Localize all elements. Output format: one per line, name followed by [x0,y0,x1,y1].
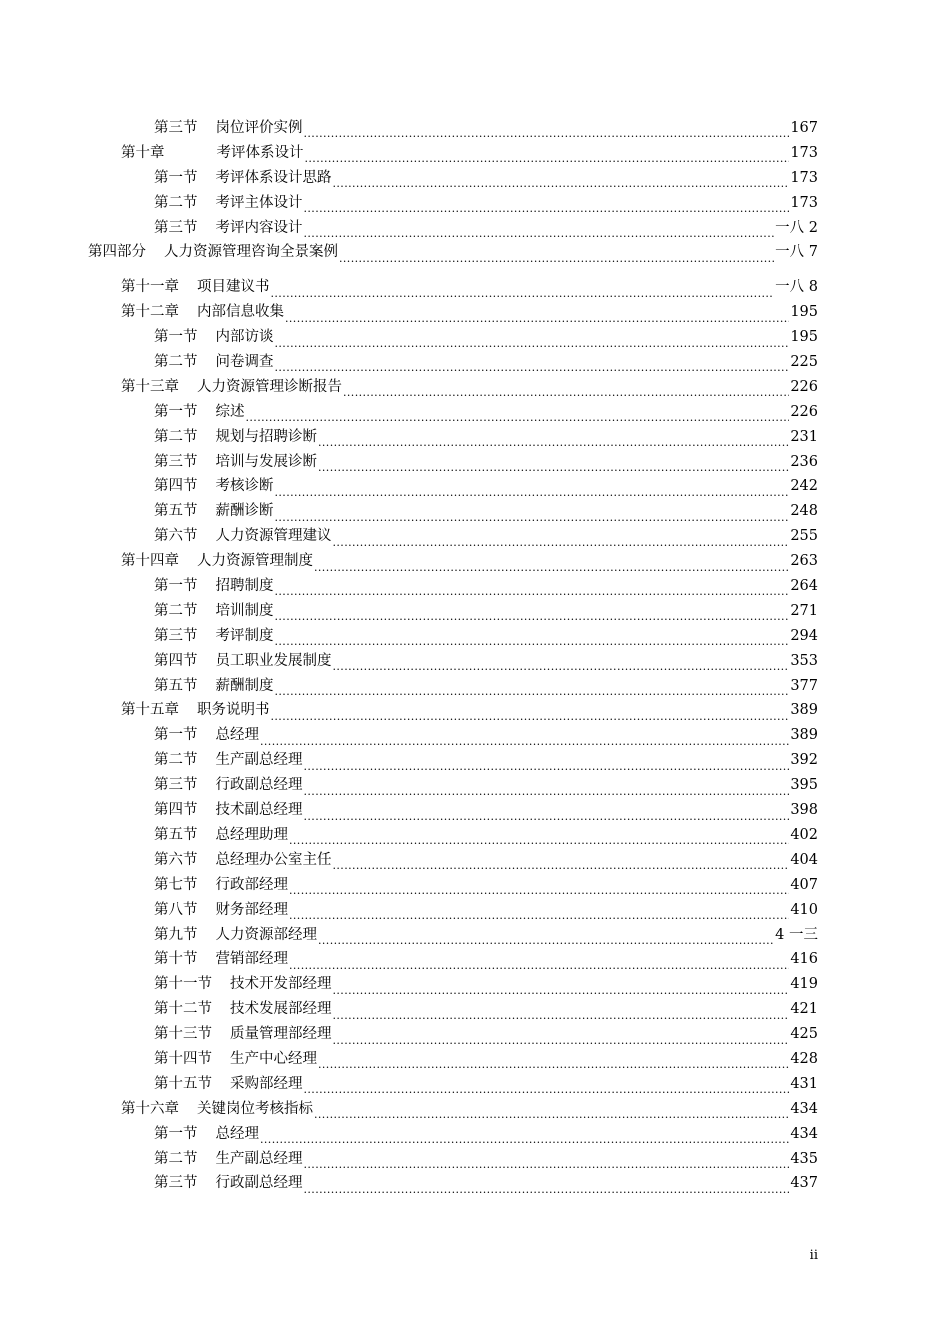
toc-entry-number: 第七节 [154,876,198,893]
toc-entry-title: 内部访谈 [215,329,274,346]
toc-row [0,1022,950,1047]
toc-entry[interactable] [154,1122,818,1147]
toc-entry-number: 第三节 [154,120,198,136]
toc-entry-number: 第一节 [154,169,198,186]
toc-entry[interactable] [154,649,818,674]
toc-entry[interactable] [154,474,818,499]
toc-entry[interactable] [121,698,818,723]
toc-entry-number: 第六节 [154,528,198,545]
toc-entry-title: 行政副总经理 [215,777,303,794]
toc-entry-page: 398 [790,802,818,819]
toc-entry-page: 389 [790,702,818,719]
toc-entry-number: 第二节 [154,752,198,769]
toc-entry-title: 人力资源管理诊断报告 [197,378,342,395]
toc-row [0,1147,950,1172]
toc-entry[interactable] [154,191,818,216]
toc-entry-page: 226 [790,378,818,395]
toc-row [0,549,950,574]
toc-entry-number: 第十五节 [154,1075,212,1092]
toc-entry-title: 行政部经理 [215,876,288,893]
toc-entry[interactable] [154,216,818,241]
toc-entry[interactable] [154,624,818,649]
toc-entry-page: 402 [790,826,818,843]
toc-entry-title: 职务说明书 [197,702,270,719]
toc-entry-page: 167 [790,120,818,136]
toc-entry-number: 第十五章 [121,702,179,719]
toc-row [0,599,950,624]
toc-row [0,748,950,773]
toc-entry[interactable] [154,1047,818,1072]
toc-leader-dots [260,730,789,748]
toc-entry[interactable] [154,325,818,350]
toc-entry-number: 第十四章 [121,553,179,570]
toc-leader-dots [333,1004,790,1022]
toc-entry-title: 技术副总经理 [215,802,303,819]
toc-entry-page: 395 [790,777,818,794]
toc-entry-title: 培训制度 [215,602,274,619]
toc-entry-page: 226 [790,403,818,420]
toc-row [0,216,950,241]
toc-entry-number: 第五节 [154,503,198,520]
toc-entry-page: 242 [790,478,818,495]
toc-row [0,649,950,674]
toc-row [0,350,950,375]
toc-row [0,624,950,649]
toc-entry[interactable] [154,823,818,848]
toc-entry-title: 招聘制度 [215,578,274,595]
toc-entry-title: 生产副总经理 [215,1150,303,1167]
toc-entry-title: 人力资源部经理 [215,926,317,943]
toc-entry-page: 173 [790,169,818,186]
toc-entry-title: 财务部经理 [215,901,288,918]
toc-leader-dots [275,481,790,499]
toc-leader-dots [339,247,774,265]
toc-entry[interactable] [121,300,818,325]
toc-leader-dots [289,954,789,972]
toc-entry-title: 薪酬制度 [215,677,274,694]
toc-entry-number: 第一节 [154,329,198,346]
toc-entry-number: 第三节 [154,453,198,470]
toc-entry-title: 考评主体设计 [215,194,303,211]
toc-leader-dots [304,122,790,140]
toc-row [0,574,950,599]
toc-entry-page: 353 [790,652,818,669]
toc-entry[interactable] [154,1147,818,1172]
toc-row [0,848,950,873]
toc-row [0,1097,950,1122]
toc-row [0,166,950,191]
toc-entry[interactable] [154,574,818,599]
toc-entry-page: 173 [790,144,818,161]
toc-entry-number: 第二节 [154,602,198,619]
toc-entry-title: 考评制度 [215,627,274,644]
toc-leader-dots [343,381,789,399]
toc-leader-dots [318,456,789,474]
toc-entry-page: 428 [790,1050,818,1067]
toc-entry-number: 第一节 [154,578,198,595]
toc-leader-dots [289,904,789,922]
toc-entry-page: 435 [790,1150,818,1167]
toc-entry[interactable] [154,350,818,375]
toc-entry[interactable] [154,400,818,425]
toc-row [0,524,950,549]
toc-entry[interactable] [154,898,818,923]
toc-entry[interactable] [154,166,818,191]
toc-entry[interactable] [154,499,818,524]
toc-entry-page: 425 [790,1026,818,1043]
toc-entry-page: 294 [790,627,818,644]
toc-leader-dots [289,829,789,847]
toc-entry[interactable] [121,141,818,166]
toc-row [0,972,950,997]
toc-entry-title: 项目建议书 [197,279,270,296]
toc-entry-number: 第十六章 [121,1100,179,1117]
toc-entry-title: 综述 [215,403,245,420]
toc-entry-title: 技术发展部经理 [230,1001,332,1018]
toc-leader-dots [275,630,790,648]
toc-entry[interactable] [154,450,818,475]
toc-entry-title: 考评内容设计 [215,219,303,236]
toc-leader-dots [304,1178,790,1196]
toc-entry-page: 255 [790,528,818,545]
toc-entry-page: 389 [790,727,818,744]
toc-entry-title: 生产中心经理 [230,1050,317,1067]
toc-entry[interactable] [154,873,818,898]
toc-entry-page: 4 一三 [775,926,818,943]
toc-entry[interactable] [154,425,818,450]
toc-entry[interactable] [154,798,818,823]
toc-row [0,240,950,265]
toc-entry-title: 岗位评价实例 [215,120,303,136]
toc-row [0,1122,950,1147]
toc-entry-title: 生产副总经理 [215,752,303,769]
toc-entry[interactable] [154,1072,818,1097]
toc-entry-page: 一八 8 [775,279,818,296]
toc-row [0,898,950,923]
toc-leader-dots [304,755,790,773]
toc-entry-title: 员工职业发展制度 [215,652,332,669]
toc-entry[interactable] [121,375,818,400]
toc-leader-dots [285,307,789,325]
toc-leader-dots [271,705,790,723]
toc-entry[interactable] [154,923,818,948]
toc-entry-page: 225 [790,354,818,371]
toc-leader-dots [275,506,790,524]
toc-leader-dots [304,1153,790,1171]
toc-entry-page: 431 [790,1075,818,1092]
toc-entry-title: 考核诊断 [215,478,274,495]
toc-leader-dots [333,1029,790,1047]
toc-entry-page: 416 [790,951,818,968]
toc-leader-dots [333,854,790,872]
toc-row [0,375,950,400]
toc-entry-title: 人力资源管理制度 [197,553,313,570]
toc-entry-page: 173 [790,194,818,211]
toc-entry[interactable] [154,1022,818,1047]
toc-entry-page: 236 [790,453,818,470]
toc-entry[interactable] [154,1171,818,1196]
toc-entry-number: 第四节 [154,652,198,669]
toc-entry-number: 第九节 [154,926,198,943]
toc-entry-page: 263 [790,553,818,570]
toc-entry[interactable] [154,773,818,798]
toc-entry[interactable] [154,599,818,624]
toc-entry-number: 第十章 [121,144,165,161]
toc-entry-page: 434 [790,1125,818,1142]
toc-entry-title: 行政副总经理 [215,1175,303,1192]
toc-row [0,141,950,166]
toc-leader-dots [318,929,774,947]
toc-leader-dots [314,1103,789,1121]
toc-leader-dots [333,655,790,673]
toc-entry-page: 419 [790,976,818,993]
toc-entry-page: 421 [790,1001,818,1018]
toc-row [0,1047,950,1072]
toc-leader-dots [314,556,789,574]
toc-leader-dots [304,1078,790,1096]
toc-leader-dots [260,1128,789,1146]
toc-entry-page: 434 [790,1100,818,1117]
toc-leader-dots [304,780,790,798]
toc-entry-number: 第十二节 [154,1001,212,1018]
toc-entry-title: 内部信息收集 [197,304,284,321]
toc-entry-page: 195 [790,329,818,346]
toc-entry-number: 第三节 [154,219,198,236]
toc-entry-number: 第四节 [154,802,198,819]
toc-entry[interactable] [121,275,818,300]
toc-row [0,474,950,499]
toc-entry-number: 第四节 [154,478,198,495]
toc-leader-dots [304,197,790,215]
toc-entry-title: 薪酬诊断 [215,503,274,520]
toc-row [0,300,950,325]
toc-row [0,923,950,948]
toc-entry-number: 第八节 [154,901,198,918]
toc-leader-dots [289,879,789,897]
toc-row [0,400,950,425]
toc-row [0,191,950,216]
toc-row [0,823,950,848]
toc-row [0,698,950,723]
toc-entry-title: 技术开发部经理 [230,976,332,993]
toc-entry-number: 第二节 [154,354,198,371]
toc-entry-number: 第一节 [154,727,198,744]
toc-row [0,723,950,748]
toc-row [0,450,950,475]
toc-leader-dots [333,531,790,549]
toc-leader-dots [275,332,790,350]
toc-entry-number: 第一节 [154,1125,198,1142]
toc-row [0,499,950,524]
toc-entry[interactable] [154,748,818,773]
toc-entry-title: 质量管理部经理 [230,1026,332,1043]
toc-entry-number: 第五节 [154,826,198,843]
toc-entry-number: 第二节 [154,428,198,445]
toc-entry-number: 第一节 [154,403,198,420]
toc-entry-number: 第十三节 [154,1026,212,1043]
toc-entry-number: 第二节 [154,1150,198,1167]
toc-entry[interactable] [154,116,818,141]
toc-entry-number: 第十节 [154,951,198,968]
toc-row [0,773,950,798]
toc-row [0,798,950,823]
toc-entry-title: 问卷调查 [215,354,274,371]
toc-entry-title: 培训与发展诊断 [215,453,317,470]
table-of-contents [0,116,950,1196]
toc-entry-page: 195 [790,304,818,321]
toc-entry-title: 人力资源管理咨询全景案例 [164,244,338,261]
toc-leader-dots [333,172,790,190]
toc-entry[interactable] [121,549,818,574]
toc-entry-number: 第十四节 [154,1050,212,1067]
toc-entry[interactable] [154,723,818,748]
toc-row [0,275,950,300]
toc-entry-title: 总经理 [215,727,259,744]
toc-entry-title: 营销部经理 [215,951,288,968]
toc-entry-page: 231 [790,428,818,445]
toc-entry-title: 总经理 [215,1125,259,1142]
toc-leader-dots [304,222,775,240]
toc-row [0,674,950,699]
toc-leader-dots [318,1053,789,1071]
toc-entry-title: 总经理助理 [215,826,288,843]
toc-entry-number: 第四部分 [88,244,146,261]
toc-leader-dots [246,406,790,424]
toc-entry-page: 410 [790,901,818,918]
toc-entry-number: 第三节 [154,1175,198,1192]
toc-entry[interactable] [121,1097,818,1122]
toc-entry-title: 人力资源管理建议 [215,528,332,545]
toc-entry[interactable] [154,947,818,972]
toc-entry[interactable] [154,997,818,1022]
toc-entry[interactable] [88,240,818,265]
toc-entry-page: 404 [790,851,818,868]
toc-leader-dots [271,282,775,300]
toc-row [0,116,950,141]
toc-row [0,1072,950,1097]
toc-entry[interactable] [154,524,818,549]
toc-entry-page: 一八 2 [775,219,818,236]
toc-entry-number: 第十三章 [121,378,179,395]
toc-leader-dots [275,580,790,598]
toc-entry-page: 一八 7 [775,244,818,261]
toc-row [0,997,950,1022]
page-number: ii [809,1248,818,1263]
toc-leader-dots [275,680,790,698]
toc-entry-number: 第十一节 [154,976,212,993]
toc-entry-page: 437 [790,1175,818,1192]
toc-leader-dots [305,147,790,165]
toc-row [0,947,950,972]
toc-entry-title: 关键岗位考核指标 [197,1100,313,1117]
toc-leader-dots [275,356,790,374]
toc-entry-page: 271 [790,602,818,619]
toc-entry-number: 第十一章 [121,279,179,296]
toc-entry-title: 考评体系设计 [216,144,304,161]
toc-leader-dots [304,805,790,823]
toc-entry-page: 392 [790,752,818,769]
toc-entry-title: 采购部经理 [230,1075,303,1092]
toc-entry-number: 第二节 [154,194,198,211]
toc-row [0,873,950,898]
toc-entry-title: 总经理办公室主任 [215,851,332,868]
toc-row [0,425,950,450]
toc-entry-number: 第三节 [154,627,198,644]
toc-leader-dots [275,605,790,623]
toc-row [0,325,950,350]
toc-entry-title: 规划与招聘诊断 [215,428,317,445]
toc-entry[interactable] [154,972,818,997]
toc-entry[interactable] [154,848,818,873]
toc-entry-number: 第十二章 [121,304,179,321]
toc-entry-number: 第五节 [154,677,198,694]
toc-entry-number: 第三节 [154,777,198,794]
toc-entry-title: 考评体系设计思路 [215,169,332,186]
toc-entry-page: 264 [790,578,818,595]
toc-entry-number: 第六节 [154,851,198,868]
toc-leader-dots [318,431,789,449]
toc-leader-dots [333,979,790,997]
toc-entry[interactable] [154,674,818,699]
toc-entry-page: 407 [790,876,818,893]
toc-entry-page: 377 [790,677,818,694]
toc-entry-page: 248 [790,503,818,520]
toc-row [0,1171,950,1196]
